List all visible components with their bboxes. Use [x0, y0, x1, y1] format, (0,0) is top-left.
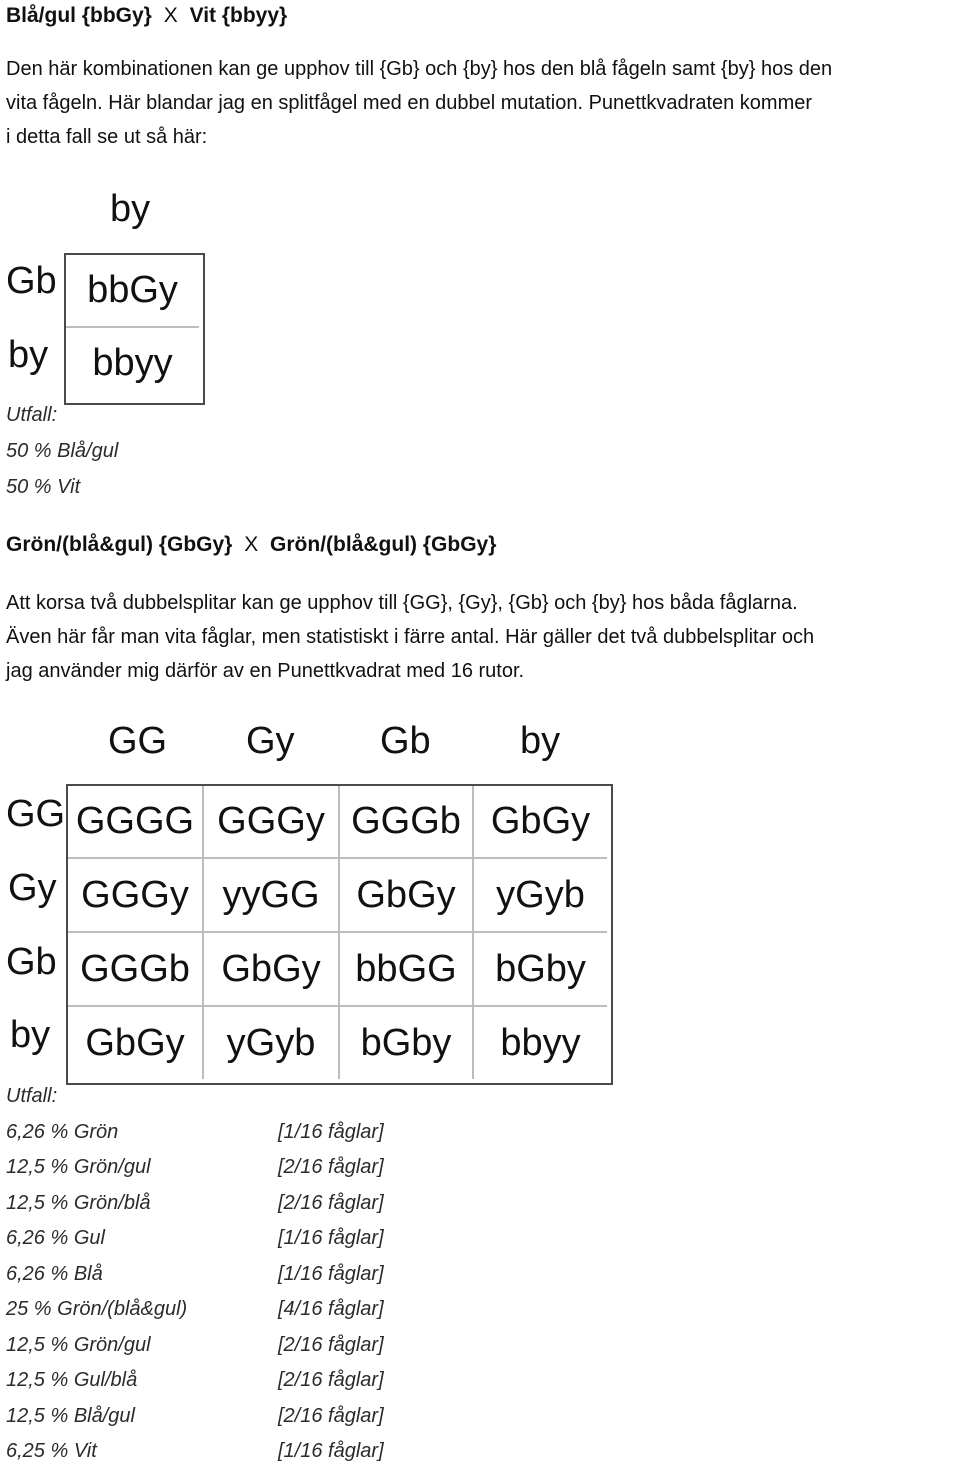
punnett1-row-header: Gb: [6, 260, 57, 302]
outcome-count: [4/16 fåglar]: [278, 1298, 384, 1320]
punnett2-cell: GGGG: [75, 800, 195, 842]
section1-heading-cross: X: [163, 4, 178, 27]
punnett2-cell: bbyy: [500, 1021, 581, 1064]
section2-para-line: Även här får man vita fåglar, men statistiskt i färre antal. Här gäller det två dubbelsplitar och: [6, 626, 815, 648]
punnett2-cell: yGyb: [496, 873, 585, 916]
outcome-percent: 6,26 % Grön: [6, 1121, 119, 1143]
punnett2-row-header: GG: [6, 793, 66, 835]
outcome-count: [1/16 fåglar]: [278, 1263, 384, 1285]
section1-heading: [6, 4, 287, 28]
punnett2-cell: GbGy: [356, 873, 456, 916]
section1-paragraph: [6, 52, 832, 154]
outcome-count: [1/16 fåglar]: [278, 1440, 384, 1462]
punnett2-cell: GbGy: [490, 800, 591, 842]
punnett1-cell: bbyy: [92, 342, 173, 384]
section1-outcome-item: 50 % Blå/gul: [6, 440, 119, 462]
outcome-count: [2/16 fåglar]: [278, 1369, 384, 1391]
outcome-count: [2/16 fåglar]: [278, 1156, 384, 1178]
section1-outcome-label: Utfall:: [6, 404, 58, 426]
section2-para-line: jag använder mig därför av en Punettkvadrat med 16 rutor.: [6, 660, 525, 682]
punnett2-row-header: by: [10, 1014, 51, 1056]
outcome-percent: 25 % Grön/(blå&gul): [6, 1298, 188, 1320]
punnett2-cell: bbGG: [355, 947, 457, 990]
outcome-percent: 12,5 % Grön/gul: [6, 1334, 151, 1356]
section2-outcome-label: Utfall:: [6, 1085, 58, 1107]
outcome-count: [1/16 fåglar]: [278, 1121, 384, 1143]
outcome-count: [2/16 fåglar]: [278, 1405, 384, 1427]
punnett2-row-header: Gy: [8, 867, 57, 909]
section1-para-line: i detta fall se ut så här:: [6, 126, 208, 148]
punnett2-row-header: Gb: [6, 941, 57, 983]
section2-heading-right: Grön/(blå&gul) {GbGy}: [270, 533, 497, 556]
outcome-percent: 12,5 % Grön/gul: [6, 1156, 151, 1178]
punnett1-col-header: by: [110, 188, 151, 230]
section2-heading: [6, 533, 496, 557]
outcome-percent: 12,5 % Blå/gul: [6, 1405, 135, 1427]
punnett2-cell: yyGG: [222, 873, 320, 916]
punnett2-col-header: Gb: [380, 720, 431, 762]
outcome-count: [2/16 fåglar]: [278, 1192, 384, 1214]
section1-outcome-item: 50 % Vit: [6, 476, 81, 498]
punnett2-cell: yGyb: [226, 1021, 316, 1064]
punnett2-cell: GGGy: [81, 873, 189, 916]
punnett2-col-header: Gy: [246, 720, 295, 762]
section2-heading-cross: X: [244, 533, 259, 556]
section1-para-line: vita fågeln. Här blandar jag en splitfågel med en dubbel mutation. Punettkvadraten kommer: [6, 92, 813, 114]
punnett2-cell: GbGy: [85, 1021, 185, 1064]
punnett2-cell: GbGy: [221, 947, 321, 990]
outcome-count: [1/16 fåglar]: [278, 1227, 384, 1249]
punnett2-cell: GGGb: [351, 800, 461, 842]
outcome-percent: 6,25 % Vit: [6, 1440, 97, 1462]
section2-heading-left: Grön/(blå&gul) {GbGy}: [6, 533, 233, 556]
outcome-count: [2/16 fåglar]: [278, 1334, 384, 1356]
section1-heading-right: Vit {bbyy}: [189, 4, 288, 27]
punnett2-cell: bGby: [495, 947, 586, 990]
section2-paragraph: [6, 586, 814, 688]
punnett2-cell: GGGy: [217, 800, 325, 842]
outcome-percent: 6,26 % Gul: [6, 1227, 105, 1249]
punnett2-col-header: GG: [108, 720, 168, 762]
punnett1-row-header: by: [8, 334, 49, 376]
punnett2-col-header: by: [520, 720, 561, 762]
outcome-percent: 12,5 % Grön/blå: [6, 1192, 151, 1214]
section1-heading-left: Blå/gul {bbGy}: [6, 4, 152, 27]
punnett2-cell: bGby: [360, 1021, 452, 1064]
punnett2-cell: GGGb: [80, 947, 190, 990]
punnett1-cell: bbGy: [87, 269, 178, 311]
outcome-percent: 6,26 % Blå: [6, 1263, 103, 1285]
section2-para-line: Att korsa två dubbelsplitar kan ge upphov till {GG}, {Gy}, {Gb} och {by} hos båda fåglarna.: [6, 592, 798, 614]
outcome-percent: 12,5 % Gul/blå: [6, 1369, 138, 1391]
section1-para-line: Den här kombinationen kan ge upphov till {Gb} och {by} hos den blå fågeln samt {by} hos den: [6, 58, 833, 80]
